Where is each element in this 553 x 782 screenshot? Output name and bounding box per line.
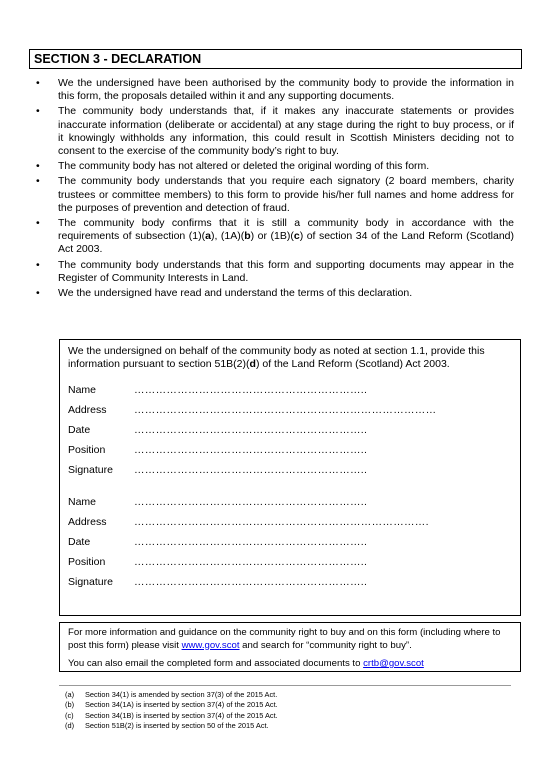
gov-scot-link[interactable]: www.gov.scot: [181, 639, 240, 651]
footnote-item: (a) Section 34(1) is amended by section 37(3) of the 2015 Act.: [65, 690, 278, 699]
bullet-item: • We the undersigned have read and understand the terms of this declaration.: [36, 287, 413, 300]
signature-field[interactable]: [68, 572, 512, 592]
declaration-intro: We the undersigned on behalf of the community body as noted at section 1.1, provide this information pursuant to section 51B(2)(d) of the Land Reform (Scotland) Act 2003.: [68, 345, 485, 370]
footnote-item: (b) Section 34(1A) is inserted by section 37(4) of the 2015 Act.: [65, 700, 278, 710]
bullet-dot: •: [36, 258, 40, 271]
section-title: SECTION 3 - DECLARATION: [29, 49, 522, 69]
position-field[interactable]: [68, 440, 512, 460]
field-label: Address: [68, 404, 107, 416]
field-label: Date: [68, 536, 91, 548]
signatory-2: [68, 492, 512, 592]
field-dotted-line: …………………………………………………………………………: [134, 404, 437, 416]
info-email-text: You can also email the completed form and associated documents to crtb@gov.scot: [68, 658, 424, 669]
footnote-label: (c): [65, 710, 74, 720]
footnote-divider: [59, 685, 511, 686]
bullet-dot: •: [36, 287, 40, 300]
field-dotted-line: ………………………………………………………..: [134, 444, 368, 456]
bullet-item: • The community body understands that you require each signatory (2 board members, charity trustees or committee members) to this form to provide his/her full names and home address for the purposes of prevention and detection of fraud.: [36, 175, 514, 214]
bullet-dot: •: [36, 105, 40, 118]
footnote-item: (d) Section 51B(2) is inserted by section 50 of the 2015 Act.: [65, 720, 269, 730]
bullet-item: • We the undersigned have been authorised by the community body to provide the information in this form, the proposals detailed within it and any supporting documents.: [36, 77, 514, 103]
bullet-dot: •: [36, 217, 40, 230]
name-field[interactable]: [68, 380, 512, 400]
declaration-bullet-list: [36, 77, 514, 302]
bullet-item: • The community body has not altered or deleted the original wording of this form.: [36, 160, 430, 173]
bullet-dot: •: [36, 160, 40, 173]
signatory-1: [68, 380, 512, 480]
footnotes: [65, 690, 278, 731]
position-field[interactable]: [68, 552, 512, 572]
field-dotted-line: ………………………………………………………..: [134, 496, 368, 508]
bullet-item: • The community body confirms that it is still a community body in accordance with the requirements of subsection (1)(a), (1A)(b) or (1B)(c) of section 34 of the Land Reform (Scotland) Act 2003.: [36, 217, 514, 256]
field-label: Signature: [68, 464, 113, 476]
name-field[interactable]: [68, 492, 512, 512]
field-label: Position: [68, 444, 106, 456]
address-field[interactable]: [68, 400, 512, 420]
field-label: Signature: [68, 576, 113, 588]
crtb-email-link[interactable]: crtb@gov.scot: [363, 658, 424, 669]
signatory-gap: [68, 480, 512, 492]
address-field[interactable]: [68, 512, 512, 532]
field-dotted-line: ………………………………………………………..: [134, 536, 368, 548]
bullet-item: • The community body understands that this form and supporting documents may appear in the Register of Community Interests in Land.: [36, 258, 514, 284]
field-label: Date: [68, 424, 91, 436]
date-field[interactable]: [68, 420, 512, 440]
field-dotted-line: ………………………………………………………..: [134, 556, 368, 568]
date-field[interactable]: [68, 532, 512, 552]
bullet-dot: •: [36, 77, 40, 89]
field-label: Name: [68, 496, 97, 508]
field-dotted-line: ……………………………………………………………………….: [134, 516, 429, 528]
field-dotted-line: ………………………………………………………..: [134, 464, 368, 476]
info-box: [59, 622, 521, 672]
bullet-item: • The community body understands that, if it makes any inaccurate statements or provides inaccurate information (deliberate or accidental) at any stage during the right to buy process, or if it knowingly withholds any information, this could result in Scottish Ministers deciding not to consent to the exercise of the community body’s right to buy.: [36, 105, 514, 158]
field-dotted-line: ………………………………………………………..: [134, 424, 368, 436]
field-dotted-line: ………………………………………………………..: [134, 576, 368, 588]
field-label: Address: [68, 516, 107, 528]
signature-field[interactable]: [68, 460, 512, 480]
footnote-label: (b): [65, 700, 75, 710]
declaration-box: [59, 339, 521, 616]
footnote-label: (d): [65, 720, 75, 730]
footnote-label: (a): [65, 690, 75, 699]
field-dotted-line: ………………………………………………………..: [134, 384, 368, 396]
info-guidance-text: For more information and guidance on the community right to buy and on this form (including where to post this form) please visit www.gov.scot and search for “community right to buy”.: [68, 627, 501, 651]
field-label: Position: [68, 556, 106, 568]
footnote-item: (c) Section 34(1B) is inserted by section 37(4) of the 2015 Act.: [65, 710, 278, 720]
bullet-dot: •: [36, 175, 40, 188]
field-label: Name: [68, 384, 97, 396]
